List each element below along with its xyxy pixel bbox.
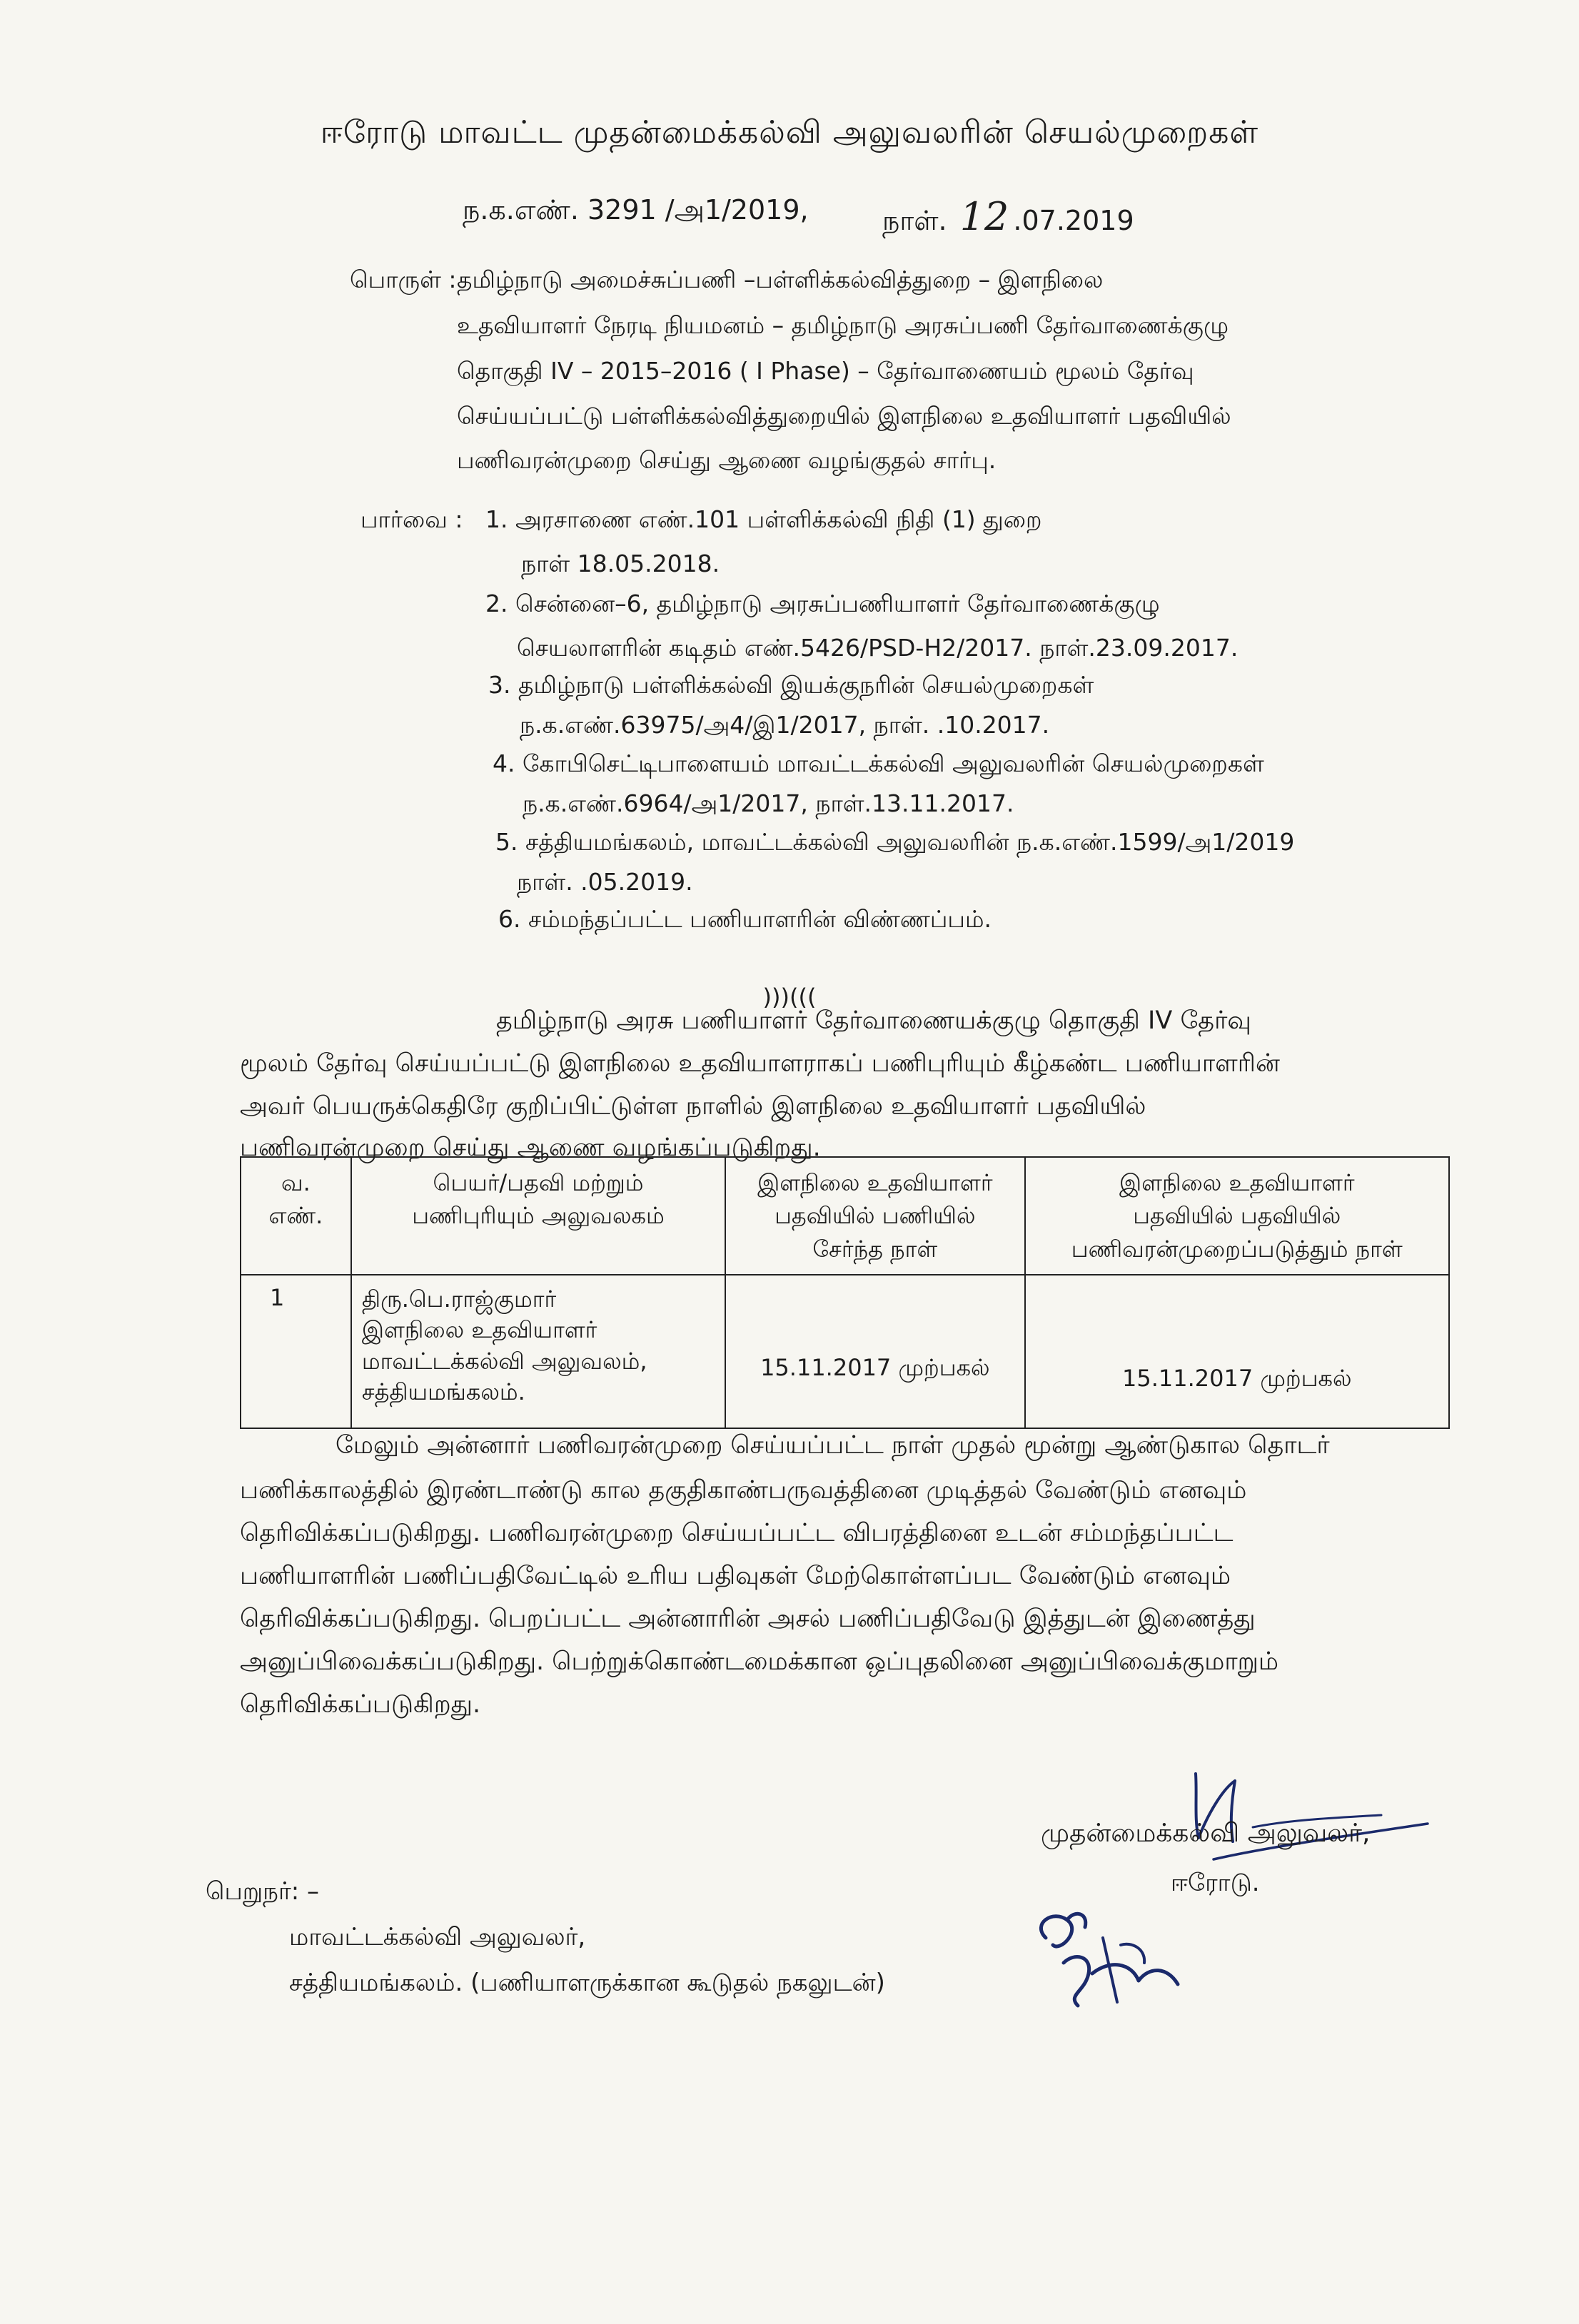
column-header-serial: வ. எண். — [241, 1157, 351, 1275]
intro-line: மூலம் தேர்வு செய்யப்பட்டு இளநிலை உதவியாளராகப் பணிபுரியும் கீழ்கண்ட பணியாளரின் — [240, 1049, 1280, 1078]
subject-line: செய்யப்பட்டு பள்ளிக்கல்வித்துறையில் இளநிலை உதவியாளர் பதவியில் — [457, 402, 1231, 430]
reference-item: 2. சென்னை–6, தமிழ்நாடு அரசுப்பணியாளர் தேர்வாணைக்குழு — [485, 590, 1160, 617]
employee-office: மாவட்டக்கல்வி அலுவலம், — [361, 1347, 647, 1375]
reference-item: 1. அரசாணை எண்.101 பள்ளிக்கல்வி நிதி (1) துறை — [485, 505, 1042, 533]
intro-line: அவர் பெயருக்கெதிரே குறிப்பிட்டுள்ள நாளில் இளநிலை உதவியாளர் பதவியில் — [240, 1092, 1146, 1121]
reference-item-detail: ந.க.எண்.63975/அ4/இ1/2017, நாள். .10.2017. — [520, 711, 1050, 739]
date-label: நாள். — [882, 205, 947, 236]
column-header-regularised-date: இளநிலை உதவியாளர் பதவியில் பதவியில் பணிவரன்முறைப்படுத்தும் நாள் — [1025, 1157, 1449, 1275]
reference-number: ந.க.எண். 3291 /அ1/2019, — [463, 194, 809, 226]
body-line: தெரிவிக்கப்படுகிறது. பெறப்பட்ட அன்னாரின் அசல் பணிப்பதிவேடு இத்துடன் இணைத்து — [240, 1605, 1256, 1633]
signatory-designation: முதன்மைக்கல்வி அலுவலர், — [1041, 1819, 1371, 1848]
table-row — [241, 1275, 1449, 1428]
body-line: தெரிவிக்கப்படுகிறது. — [240, 1690, 481, 1719]
order-date — [882, 194, 1134, 241]
subject-line: உதவியாளர் நேரடி நியமனம் – தமிழ்நாடு அரசுப்பணி தேர்வாணைக்குழு — [457, 311, 1229, 339]
reference-item: 6. சம்மந்தப்பட்ட பணியாளரின் விண்ணப்பம். — [498, 905, 992, 933]
document-title: ஈரோடு மாவட்ட முதன்மைக்கல்வி அலுவலரின் செயல்முறைகள் — [320, 114, 1259, 151]
subject-line: பணிவரன்முறை செய்து ஆணை வழங்குதல் சார்பு. — [457, 446, 997, 474]
signatory-place: ஈரோடு. — [1171, 1869, 1260, 1897]
recipient-label: பெறுநர்: – — [206, 1877, 320, 1906]
intro-line: பணிவரன்முறை செய்து ஆணை வழங்கப்படுகிறது. — [240, 1133, 821, 1162]
reference-item-detail: ந.க.எண்.6964/அ1/2017, நாள்.13.11.2017. — [523, 789, 1014, 817]
body-line: தெரிவிக்கப்படுகிறது. பணிவரன்முறை செய்யப்பட்ட விபரத்தினை உடன் சம்மந்தப்பட்ட — [240, 1519, 1234, 1547]
regularisation-table — [240, 1156, 1450, 1429]
regularised-date-cell: 15.11.2017 முற்பகல் — [1025, 1275, 1449, 1428]
employee-name: திரு.பெ.ராஜ்குமார் — [361, 1285, 557, 1313]
handwritten-initials-mark — [1024, 1895, 1210, 2016]
intro-line: தமிழ்நாடு அரசு பணியாளர் தேர்வாணையக்குழு தொகுதி IV தேர்வு — [496, 1006, 1251, 1035]
body-line: அனுப்பிவைக்கப்படுகிறது. பெற்றுக்கொண்டமைக்கான ஒப்புதலினை அனுப்பிவைக்குமாறும் — [240, 1647, 1279, 1676]
recipient-place: சத்தியமங்கலம். (பணியாளருக்கான கூடுதல் நகலுடன்) — [289, 1969, 885, 1997]
reference-item-detail: செயலாளரின் கடிதம் எண்.5426/PSD-H2/2017. நாள்.23.09.2017. — [517, 634, 1239, 662]
body-line: மேலும் அன்னார் பணிவரன்முறை செய்யப்பட்ட நாள் முதல் மூன்று ஆண்டுகால தொடர் — [336, 1431, 1330, 1460]
body-line: பணிக்காலத்தில் இரண்டாண்டு கால தகுதிகாண்பருவத்தினை முடித்தல் வேண்டும் எனவும் — [240, 1476, 1247, 1505]
reference-item: 3. தமிழ்நாடு பள்ளிக்கல்வி இயக்குநரின் செயல்முறைகள் — [488, 671, 1094, 699]
reference-item: 4. கோபிசெட்டிபாளையம் மாவட்டக்கல்வி அலுவலரின் செயல்முறைகள் — [493, 749, 1264, 777]
recipient-office: மாவட்டக்கல்வி அலுவலர், — [289, 1923, 586, 1951]
reference-item-date: நாள். .05.2019. — [517, 868, 693, 896]
body-line: பணியாளரின் பணிப்பதிவேட்டில் உரிய பதிவுகள் மேற்கொள்ளப்பட வேண்டும் எனவும் — [240, 1562, 1231, 1590]
subject-line: தமிழ்நாடு அமைச்சுப்பணி –பள்ளிக்கல்வித்துறை – இளநிலை — [457, 266, 1104, 293]
column-header-name: பெயர்/பதவி மற்றும் பணிபுரியும் அலுவலகம் — [351, 1157, 725, 1275]
reference-item-date: நாள் 18.05.2018. — [521, 550, 720, 577]
employee-office-place: சத்தியமங்கலம். — [361, 1378, 525, 1405]
joined-date-cell: 15.11.2017 முற்பகல் — [725, 1275, 1024, 1428]
column-header-joined-date: இளநிலை உதவியாளர் பதவியில் பணியில் சேர்ந்த நாள் — [725, 1157, 1024, 1275]
reference-item: 5. சத்தியமங்கலம், மாவட்டக்கல்வி அலுவலரின் ந.க.எண்.1599/அ1/2019 — [495, 828, 1295, 856]
serial-number-cell: 1 — [241, 1275, 351, 1428]
subject-label: பொருள் : — [350, 266, 457, 293]
date-month-year: .07.2019 — [1013, 205, 1134, 236]
table-header-row — [241, 1157, 1449, 1275]
section-separator: )))((( — [762, 984, 817, 1011]
references-label: பார்வை : — [360, 505, 463, 533]
employee-cell — [351, 1275, 725, 1428]
employee-designation: இளநிலை உதவியாளர் — [361, 1316, 597, 1344]
subject-line: தொகுதி IV – 2015–2016 ( I Phase) – தேர்வாணையம் மூலம் தேர்வு — [457, 357, 1194, 385]
date-day-handwritten: 12 — [959, 194, 1009, 239]
